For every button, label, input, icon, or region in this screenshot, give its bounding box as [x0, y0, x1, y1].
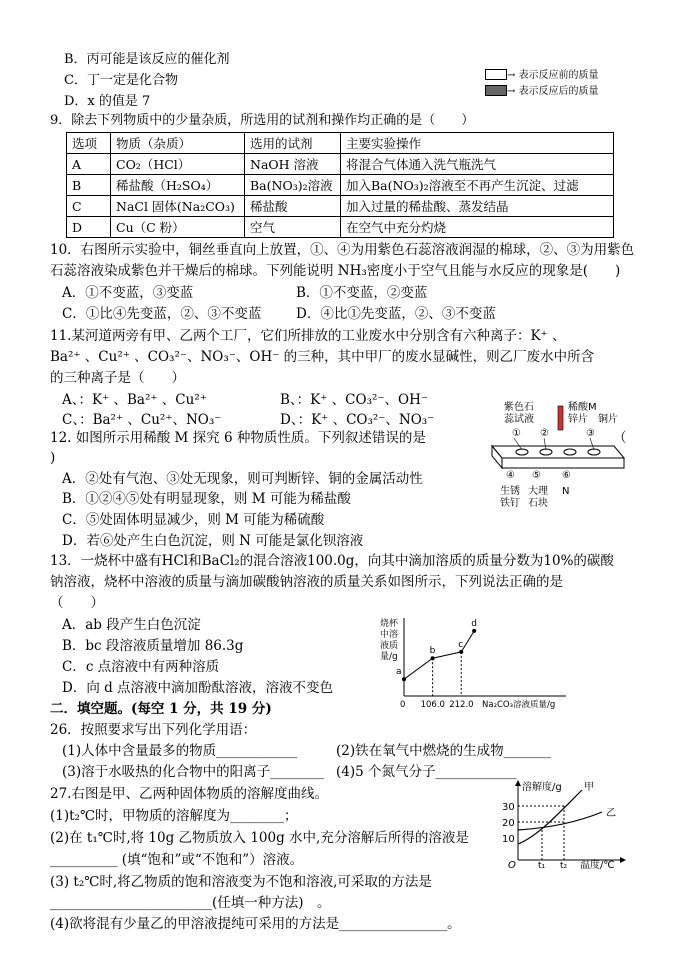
- q11-option-b: B、：K⁺ 、CO₃²⁻、OH⁻: [280, 392, 428, 408]
- table-cell: NaCl 固体(Na₂CO₃): [111, 196, 245, 217]
- rusty-nail-label-2: 铁钉: [500, 498, 520, 509]
- q8-option-c: C．丁一定是化合物: [64, 73, 178, 88]
- q12-option-b: B．①②④⑤处有明显现象，则 M 可能为稀盐酸: [62, 491, 351, 507]
- q27-line1: (1)t₂℃时，甲物质的溶解度为________；: [50, 808, 298, 824]
- q9-stem: 9．除去下列物质中的少量杂质，所选用的试剂和操作均正确的是（ ）: [50, 113, 475, 128]
- solubility-chart: [498, 778, 638, 870]
- q12-paren: （: [613, 430, 627, 446]
- series-yi-curve: [518, 812, 602, 830]
- x-axis-label: Na₂CO₃溶液质量/g: [482, 700, 556, 710]
- mass-chart: [370, 612, 670, 710]
- legend-after-label: → 表示反应后的质量: [507, 86, 599, 97]
- table-cell: 将混合气体通入洗气瓶洗气: [341, 154, 614, 175]
- q12-line1: 12. 如图所示用稀酸 M 探究 6 种物质性质。下列叙述错误的是: [50, 430, 426, 446]
- point-label: d: [471, 618, 477, 629]
- label-1: ①: [512, 428, 521, 439]
- q13-line1: 13．一烧杯中盛有HCl和BaCl₂的混合溶液100.0g，向其中滴加溶质的质量分数为10%的碳酸: [50, 553, 614, 569]
- q27-line6: (4)欲将混有少量乙的甲溶液提纯可采用的方法是________________。: [50, 916, 461, 932]
- table-cell: 在空气中充分灼烧: [341, 217, 614, 238]
- label-2: ②: [540, 428, 549, 439]
- series-jia-curve: [518, 790, 582, 844]
- y-axis-arrow: [515, 780, 521, 786]
- q10-option-d: D．④比①先变蓝，②、③不变蓝: [296, 306, 496, 322]
- table-row: [67, 196, 614, 217]
- q26-stem: 26．按照要求写出下列化学用语：: [50, 722, 257, 738]
- data-point: [472, 629, 476, 633]
- plate-front: [502, 458, 624, 468]
- q13-line3: （ ）: [50, 595, 104, 611]
- n-label: N: [562, 486, 570, 497]
- q11-option-c: C、：Ba²⁺ 、Cu²⁺、NO₃⁻: [62, 412, 222, 428]
- table-cell: D: [67, 217, 111, 238]
- table-cell: 加入Ba(NO₃)₂溶液至不再产生沉淀、过滤: [341, 175, 614, 196]
- q12-line2: ): [50, 450, 56, 466]
- q10-option-c: C．①比④先变蓝，②、③不变蓝: [62, 306, 262, 322]
- label-3: ③: [586, 428, 595, 439]
- q13-option-d: D．向 d 点溶液中滴加酚酞溶液，溶液不变色: [62, 680, 334, 696]
- q8-option-d: D．x 的值是 7: [64, 94, 151, 109]
- q27-line5: ________________________(任填一种方法) 。: [50, 895, 331, 911]
- point-label: c: [458, 639, 464, 650]
- q12-option-a: A．②处有气泡、③处无现象，则可判断锌、铜的金属活动性: [62, 471, 423, 487]
- litmus-label-1: 紫色石: [504, 402, 534, 413]
- section-title: 二．填空题。(每空 1 分，共 19 分): [50, 701, 272, 717]
- table-header-cell: 主要实验操作: [341, 133, 614, 154]
- x-axis-arrow: [620, 857, 626, 863]
- legend-after-text: 表示反应后的质量: [518, 86, 599, 97]
- q10-option-a: A．①不变蓝，③变蓝: [62, 285, 194, 301]
- y-axis-label: 溶解度/g: [522, 782, 562, 793]
- table-row: [67, 175, 614, 196]
- q10-option-b: B．①不变蓝，②变蓝: [296, 285, 428, 301]
- q11-option-d: D、：K⁺ 、CO₃²⁻、NO₃⁻: [280, 412, 435, 428]
- plot-area: [396, 619, 477, 696]
- table-header-cell: 选用的试剂: [245, 133, 341, 154]
- q13-option-c: C．c 点溶液中有两种溶质: [62, 659, 220, 675]
- zinc-label: 锌片: [568, 414, 588, 425]
- litmus-label-2: 蕊试液: [504, 414, 534, 425]
- q13-option-b: B．bc 段溶液质量增加 86.3g: [62, 638, 244, 654]
- q26-item-3: (3)溶于水吸热的化合物中的阳离子________: [62, 764, 325, 780]
- y-axis-label-line: 量/g: [380, 652, 398, 662]
- q27-stem: 27.右图是甲、乙两种固体物质的溶解度曲线。: [50, 786, 328, 802]
- table-row: [67, 217, 614, 238]
- marble-label-1: 大理: [528, 486, 548, 497]
- table-cell: 加入过量的稀盐酸、蒸发结晶: [341, 196, 614, 217]
- table-header-row: [67, 133, 614, 154]
- q8-option-b: B．丙可能是该反应的催化剂: [64, 52, 230, 67]
- legend-before-swatch: [485, 69, 507, 80]
- q9-table: [66, 132, 614, 238]
- spot-plate-figure: [482, 398, 632, 516]
- q13-option-a: A．ab 段产生白色沉淀: [62, 617, 201, 633]
- series-yi-label: 乙: [606, 808, 616, 819]
- y-axis-label-line: 液质: [380, 641, 399, 651]
- marble-label-2: 石块: [528, 498, 548, 509]
- table-cell: 稀盐酸（H₂SO₄）: [111, 175, 245, 196]
- x-tick-label: 212.0: [449, 700, 474, 710]
- q10-line2: 石蕊溶液染成紫色并干燥后的棉球。下列能说明 NH₃密度小于空气且能与水反应的现象是( ): [50, 263, 621, 279]
- origin-label: O: [508, 860, 516, 870]
- label-6: ⑥: [562, 470, 571, 481]
- q11-line1: 11.某河道两旁有甲、乙两个工厂，它们所排放的工业废水中分别含有六种离子：K⁺ 、: [50, 328, 566, 344]
- rusty-nail-label-1: 生锈: [500, 486, 520, 497]
- data-point: [402, 677, 406, 681]
- legend-before-text: 表示反应前的质量: [518, 70, 599, 81]
- q26-item-1: (1)人体中含量最多的物质____________: [62, 743, 298, 759]
- well: [564, 449, 576, 455]
- x-tick-label: t₂: [560, 861, 568, 870]
- q13-line2: 钠溶液，烧杯中溶液的质量与滴加碳酸钠溶液的质量关系如图所示，下列说法正确的是: [50, 574, 563, 590]
- table-cell: A: [67, 154, 111, 175]
- legend-before-label: → 表示反应前的质量: [507, 70, 599, 81]
- q12-option-d: D．若⑥处产生白色沉淀，则 N 可能是氯化钡溶液: [62, 533, 364, 549]
- q12-option-c: C．⑤处固体明显减少，则 M 可能为稀硫酸: [62, 512, 325, 528]
- q27-line3: __________ (填“饱和”或“不饱和”）溶液。: [50, 852, 304, 868]
- table-cell: Cu（C 粉）: [111, 217, 245, 238]
- table-cell: 稀盐酸: [245, 196, 341, 217]
- table-cell: C: [67, 196, 111, 217]
- table-cell: 空气: [245, 217, 341, 238]
- q27-line4: (3) t₂℃时,将乙物质的饱和溶液变为不饱和溶液,可采取的方法是: [50, 874, 432, 890]
- table-cell: NaOH 溶液: [245, 154, 341, 175]
- q11-option-a: A、：K⁺ 、Ba²⁺ 、Cu²⁺: [62, 392, 207, 408]
- y-axis-label-line: 烧杯: [380, 619, 399, 629]
- legend-after-swatch: [485, 85, 507, 96]
- y-tick-label: 20: [502, 818, 515, 829]
- x-axis-label: 温度/℃: [580, 860, 615, 870]
- q11-line2: Ba²⁺ 、Cu²⁺ 、CO₃²⁻、NO₃⁻、OH⁻ 的三种，其中甲厂的废水显碱性，则乙厂废水中所含: [50, 349, 595, 365]
- series-jia-label: 甲: [584, 782, 594, 793]
- point-label: b: [429, 646, 436, 657]
- origin-label: 0: [400, 700, 406, 710]
- q27-line2: (2)在 t₁℃时,将 10g 乙物质放入 100g 水中,充分溶解后所得的溶液是: [50, 830, 469, 846]
- label-4: ④: [506, 470, 515, 481]
- plate-top: [492, 446, 624, 458]
- table-cell: B: [67, 175, 111, 196]
- label-5: ⑤: [532, 470, 541, 481]
- y-axis-label-line: 中溶: [380, 630, 399, 640]
- table-row: [67, 154, 614, 175]
- q11-line3: 的三种离子是（ ）: [50, 370, 185, 386]
- q10-line1: 10．右图所示实验中，铜丝垂直向上放置，①、④为用紫色石蕊溶液润湿的棉球，②、③为用紫色: [50, 242, 635, 258]
- point-label: a: [396, 667, 402, 678]
- table-header-cell: 物质（杂质）: [111, 133, 245, 154]
- y-tick-label: 30: [502, 802, 515, 813]
- x-tick-label: t₁: [538, 861, 546, 870]
- acid-label: 稀酸M: [568, 402, 597, 413]
- q26-item-4: (4)5 个氮气分子____________: [336, 764, 517, 780]
- x-tick-label: 106.0: [420, 700, 445, 710]
- table-cell: Ba(NO₃)₂溶液: [245, 175, 341, 196]
- y-tick-label: 10: [502, 834, 515, 845]
- dropper: [558, 406, 563, 430]
- table-cell: CO₂（HCl）: [111, 154, 245, 175]
- copper-label: 铜片: [598, 414, 618, 425]
- q26-item-2: (2)铁在氧气中燃烧的生成物_______: [336, 743, 551, 759]
- table-header-cell: 选项: [67, 133, 111, 154]
- series-line: [404, 631, 474, 679]
